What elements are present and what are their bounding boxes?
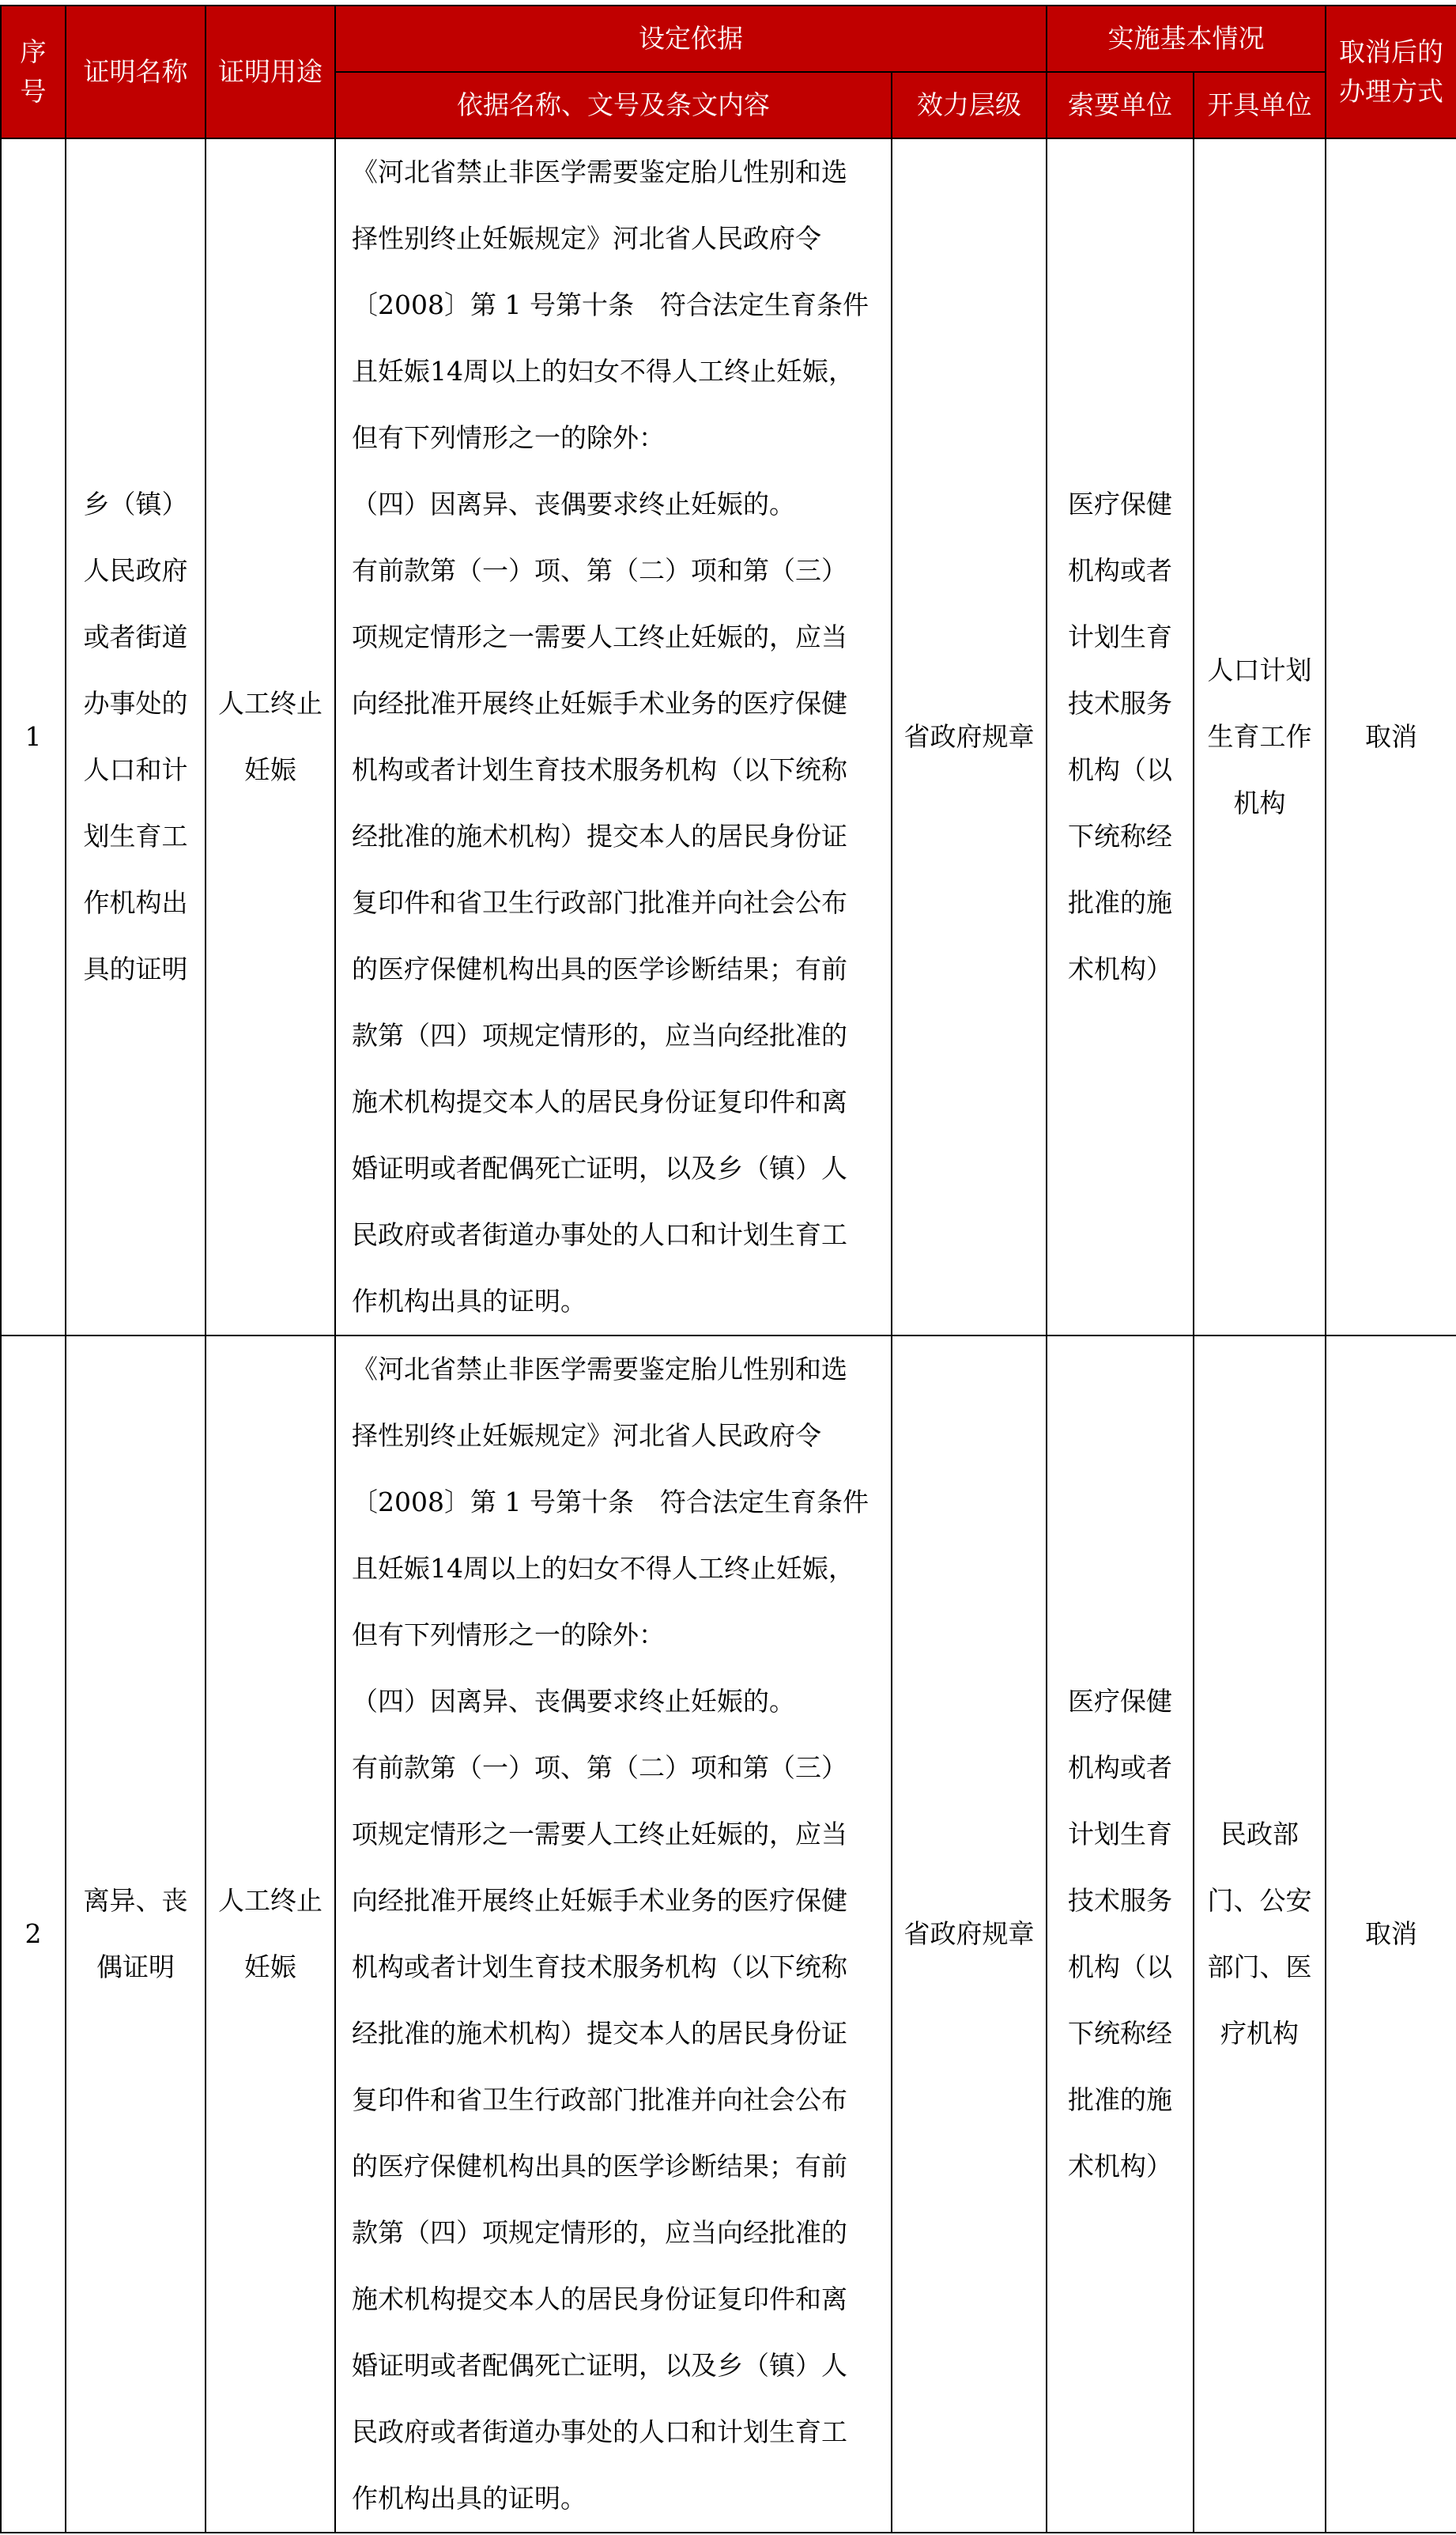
text-line: 施术机构提交本人的居民身份证复印件和离: [352, 1086, 847, 1117]
text-line: 乡（镇）: [83, 489, 188, 519]
text-line: 机构（以: [1068, 1951, 1172, 1982]
text-line: 划生育工: [83, 821, 188, 852]
text-line: 偶证明: [96, 1951, 175, 1982]
text-line: 但有下列情形之一的除外：: [352, 422, 665, 453]
text-line: 向经批准开展终止妊娠手术业务的医疗保健: [352, 1885, 847, 1916]
text-line: 机构或者: [1068, 555, 1172, 586]
cell-basis: [335, 138, 892, 1336]
text-line: 机构（以: [1068, 754, 1172, 785]
text-line: 机构或者计划生育技术服务机构（以下统称: [352, 1951, 847, 1982]
cell-seq: 2: [1, 1336, 66, 2533]
cell-seq: 1: [1, 138, 66, 1336]
text-line: 下统称经: [1068, 821, 1172, 852]
text-line: 项规定情形之一需要人工终止妊娠的，应当: [352, 621, 847, 652]
text-line: 有前款第（一）项、第（二）项和第（三）: [352, 1752, 847, 1783]
text-line: 婚证明或者配偶死亡证明，以及乡（镇）人: [352, 2350, 847, 2381]
text-line: 办理方式: [1339, 76, 1443, 107]
cell-level: 省政府规章: [892, 138, 1047, 1336]
text-line: 计划生育: [1068, 621, 1172, 652]
text-line: 计划生育: [1068, 1819, 1172, 1849]
text-line: 离异、丧: [83, 1885, 188, 1916]
text-line: 人口和计: [83, 754, 188, 785]
text-line: 《河北省禁止非医学需要鉴定胎儿性别和选: [352, 157, 847, 187]
text-line: （四）因离异、丧偶要求终止妊娠的。: [352, 489, 795, 519]
table-row: [1, 1336, 1456, 2533]
text-line: 技术服务: [1068, 688, 1172, 719]
text-line: 项规定情形之一需要人工终止妊娠的，应当: [352, 1819, 847, 1849]
header-basis: 设定依据: [335, 6, 1047, 72]
text-line: 批准的施: [1068, 887, 1172, 918]
text-line: 机构: [1233, 788, 1286, 818]
text-line: 作机构出: [83, 887, 188, 918]
text-line: 术机构）: [1068, 2151, 1172, 2182]
text-line: 施术机构提交本人的居民身份证复印件和离: [352, 2284, 847, 2314]
cell-cert-use: [206, 138, 335, 1336]
header-basis-name: 依据名称、文号及条文内容: [335, 72, 892, 138]
text-line: 择性别终止妊娠规定》河北省人民政府令: [352, 1420, 821, 1451]
header-after: [1326, 6, 1456, 138]
cell-level: 省政府规章: [892, 1336, 1047, 2533]
text-line: 向经批准开展终止妊娠手术业务的医疗保健: [352, 688, 847, 719]
header-level: 效力层级: [892, 72, 1047, 138]
header-issuer: 开具单位: [1194, 72, 1326, 138]
text-line: 疗机构: [1220, 2018, 1299, 2049]
text-line: 款第（四）项规定情形的，应当向经批准的: [352, 1020, 847, 1051]
cell-issuer: [1194, 1336, 1326, 2533]
header-seq: [1, 6, 66, 138]
cell-cert-name: [66, 1336, 206, 2533]
cell-requester: [1047, 1336, 1194, 2533]
text-line: 的医疗保健机构出具的医学诊断结果；有前: [352, 954, 847, 984]
text-line: 人口计划: [1207, 655, 1312, 686]
text-line: 的医疗保健机构出具的医学诊断结果；有前: [352, 2151, 847, 2182]
text-line: 人民政府: [83, 555, 188, 586]
text-line: 有前款第（一）项、第（二）项和第（三）: [352, 555, 847, 586]
header-impl: 实施基本情况: [1047, 6, 1326, 72]
text-line: 择性别终止妊娠规定》河北省人民政府令: [352, 223, 821, 254]
text-line: 且妊娠14周以上的妇女不得人工终止妊娠，: [352, 1553, 854, 1584]
text-line: 作机构出具的证明。: [352, 2483, 587, 2514]
cell-requester: [1047, 138, 1194, 1336]
text-line: 技术服务: [1068, 1885, 1172, 1916]
header-cert-use: 证明用途: [206, 6, 335, 138]
cell-after: 取消: [1326, 138, 1456, 1336]
text-line: 民政部: [1220, 1819, 1299, 1849]
text-line: 具的证明: [83, 954, 188, 984]
text-line: 民政府或者街道办事处的人口和计划生育工: [352, 2416, 847, 2447]
text-line: 经批准的施术机构）提交本人的居民身份证: [352, 2018, 847, 2049]
text-line: 且妊娠14周以上的妇女不得人工终止妊娠，: [352, 356, 854, 387]
text-line: 机构或者计划生育技术服务机构（以下统称: [352, 754, 847, 785]
text-line: 婚证明或者配偶死亡证明，以及乡（镇）人: [352, 1153, 847, 1184]
text-line: 但有下列情形之一的除外：: [352, 1619, 665, 1650]
cell-basis: [335, 1336, 892, 2533]
text-line: 办事处的: [83, 688, 188, 719]
table-row: [1, 138, 1456, 1336]
text-line: 或者街道: [83, 621, 188, 652]
text-line: 妊娠: [244, 1951, 296, 1982]
text-line: 医疗保健: [1068, 489, 1172, 519]
cell-issuer: [1194, 138, 1326, 1336]
text-line: 复印件和省卫生行政部门批准并向社会公布: [352, 2084, 847, 2115]
text-line: 作机构出具的证明。: [352, 1286, 587, 1317]
text-line: 下统称经: [1068, 2018, 1172, 2049]
text-line: 部门、医: [1207, 1951, 1312, 1982]
text-line: 〔2008〕第 1 号第十条 符合法定生育条件: [352, 1487, 869, 1517]
text-line: 生育工作: [1207, 721, 1312, 752]
cell-cert-use: [206, 1336, 335, 2533]
text-line: 经批准的施术机构）提交本人的居民身份证: [352, 821, 847, 852]
certificate-table: [0, 5, 1456, 2533]
text-line: 〔2008〕第 1 号第十条 符合法定生育条件: [352, 289, 869, 320]
text-line: 款第（四）项规定情形的，应当向经批准的: [352, 2217, 847, 2248]
text-line: 《河北省禁止非医学需要鉴定胎儿性别和选: [352, 1354, 847, 1385]
text-line: 民政府或者街道办事处的人口和计划生育工: [352, 1219, 847, 1250]
text-line: （四）因离异、丧偶要求终止妊娠的。: [352, 1686, 795, 1717]
text-line: 术机构）: [1068, 954, 1172, 984]
text-line: 人工终止: [218, 1885, 323, 1916]
text-line: 妊娠: [244, 754, 296, 785]
cell-after: 取消: [1326, 1336, 1456, 2533]
header-cert-name: 证明名称: [66, 6, 206, 138]
text-line: 机构或者: [1068, 1752, 1172, 1783]
text-line: 人工终止: [218, 688, 323, 719]
text-line: 复印件和省卫生行政部门批准并向社会公布: [352, 887, 847, 918]
text-line: 号: [20, 76, 47, 107]
header-requester: 索要单位: [1047, 72, 1194, 138]
text-line: 批准的施: [1068, 2084, 1172, 2115]
text-line: 取消后的: [1339, 36, 1443, 67]
cell-cert-name: [66, 138, 206, 1336]
text-line: 序: [20, 36, 47, 67]
text-line: 门、公安: [1207, 1885, 1312, 1916]
text-line: 医疗保健: [1068, 1686, 1172, 1717]
